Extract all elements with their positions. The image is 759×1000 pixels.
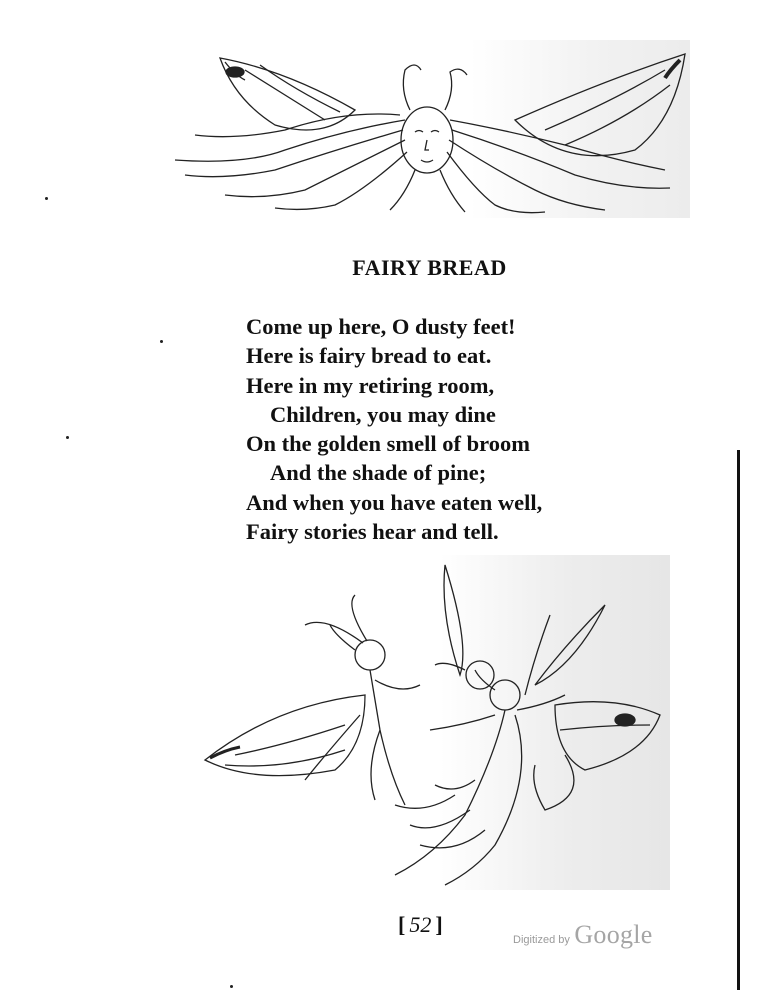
footer-illustration	[195, 555, 670, 890]
poem-line: Here in my retiring room,	[246, 372, 495, 398]
poem-line: Come up here, O dusty feet!	[246, 314, 516, 339]
flying-fairies-icon	[195, 555, 670, 890]
poem-line: Fairy stories hear and tell.	[246, 519, 499, 545]
header-illustration	[165, 40, 690, 218]
scan-speck	[160, 340, 163, 343]
poem-title: FAIRY BREAD	[352, 255, 507, 280]
page-number	[398, 912, 443, 938]
bracket-open: [	[398, 912, 406, 937]
scan-speck	[66, 436, 69, 439]
poem-line: Children, you may dine	[270, 401, 496, 427]
bracket-close: ]	[435, 912, 443, 937]
winged-fairy-head-icon	[165, 40, 690, 218]
page-number-value: 52	[409, 912, 432, 937]
poem-line: On the golden smell of broom	[246, 431, 530, 457]
poem-line: Here is fairy bread to eat.	[246, 343, 492, 369]
google-wordmark: Google	[574, 920, 653, 949]
digitized-by-watermark	[513, 920, 653, 950]
poem-line: And when you have eaten well,	[246, 489, 543, 515]
page-edge-shadow	[737, 450, 740, 990]
poem-line: And the shade of pine;	[270, 460, 487, 486]
digitized-by-label: Digitized by	[513, 934, 570, 946]
poem-body	[246, 312, 542, 546]
scan-speck	[230, 985, 233, 988]
scan-speck	[45, 197, 48, 200]
